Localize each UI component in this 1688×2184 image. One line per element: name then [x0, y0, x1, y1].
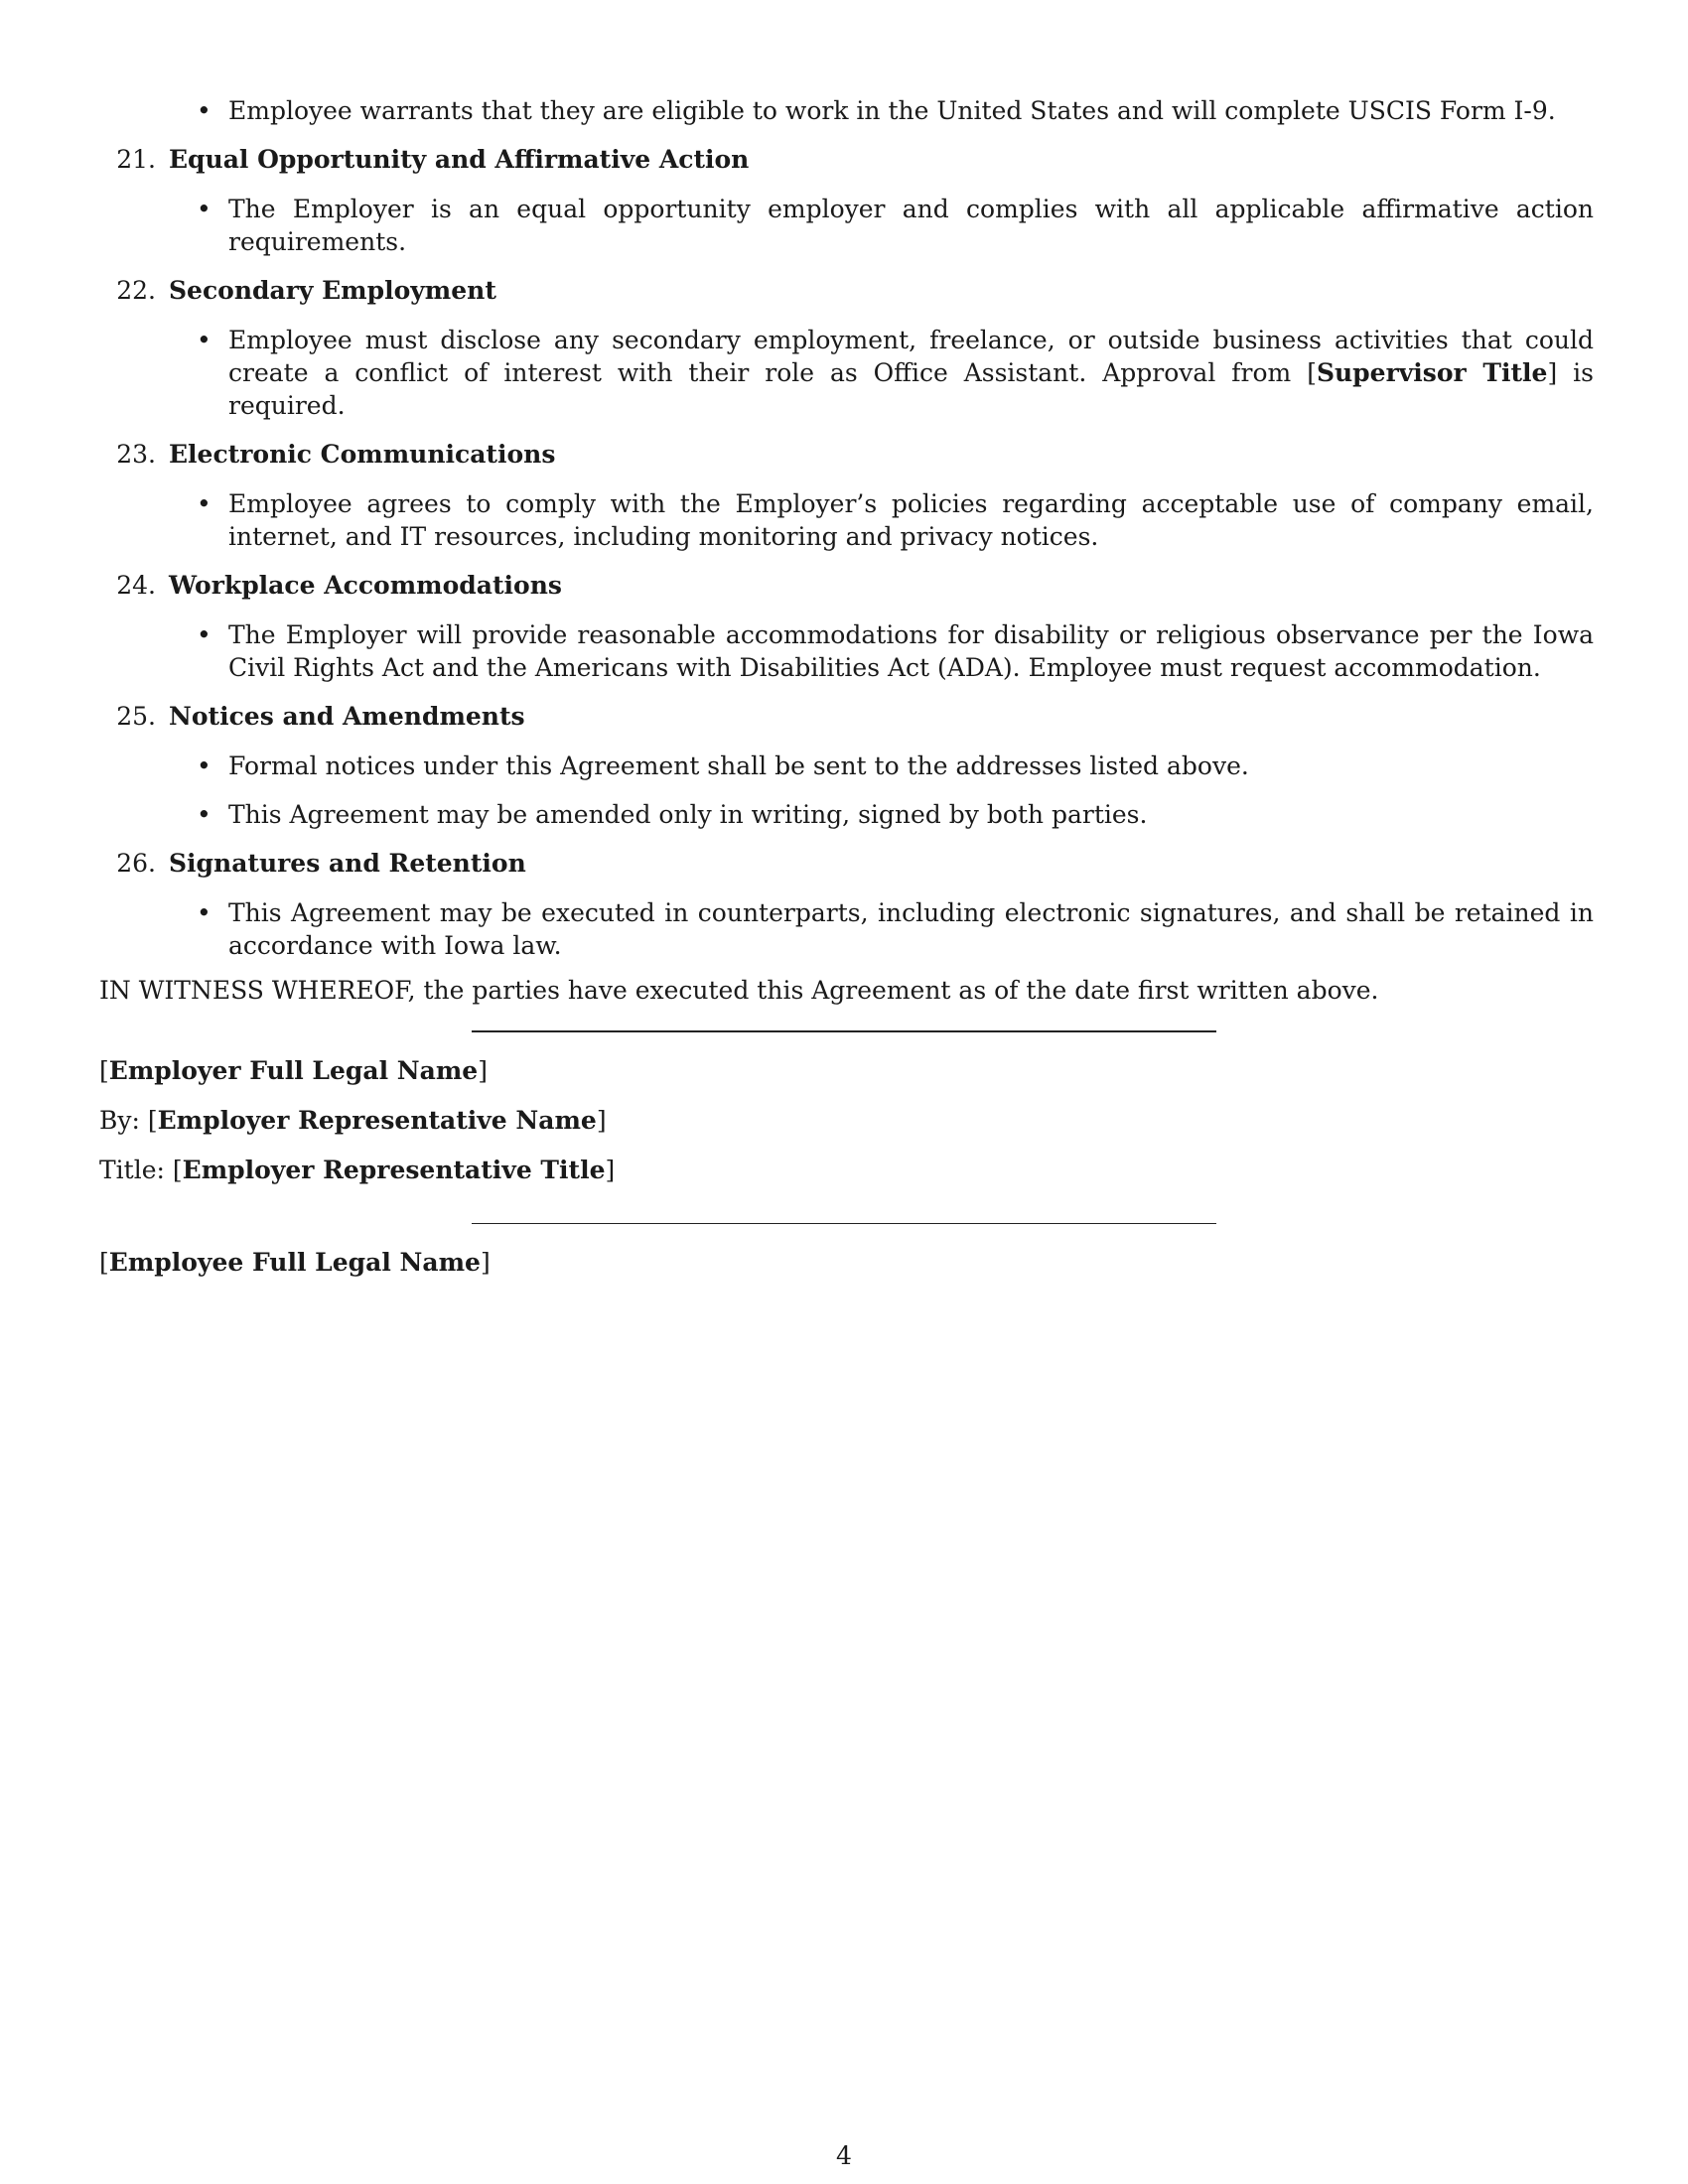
section-heading	[99, 438, 1594, 471]
witness-clause: IN WITNESS WHEREOF, the parties have executed this Agreement as of the date first written above.	[99, 976, 1379, 1005]
employer-name: [Employer Full Legal Name]	[99, 1056, 488, 1085]
by-label: By:	[99, 1106, 140, 1135]
section-bullet-list	[99, 487, 1594, 553]
section-21	[99, 143, 1594, 258]
list-item: • Formal notices under this Agreement shall be sent to the addresses listed above.	[99, 750, 1594, 782]
section-bullet-list	[99, 750, 1594, 831]
list-item: • The Employer will provide reasonable accommodations for disability or religious observance per the Iowa Civil Rights Act and the Americans with Disabilities Act (ADA). Employee must request accommodation.	[99, 618, 1594, 684]
section-bullet-list	[99, 896, 1594, 962]
section-26	[99, 847, 1594, 962]
section-24	[99, 569, 1594, 684]
list-item: • This Agreement may be amended only in writing, signed by both parties.	[99, 798, 1594, 831]
section-title: Secondary Employment	[169, 276, 496, 305]
employer-rep-title-placeholder: Employer Representative Title	[182, 1156, 606, 1184]
employer-title-line: Title: [Employer Representative Title]	[99, 1156, 616, 1184]
document-page	[99, 94, 1594, 1296]
section-heading	[99, 847, 1594, 880]
employer-signature-line	[472, 1030, 1216, 1032]
list-item: • Employee warrants that they are eligible to work in the United States and will complete USCIS Form I-9.	[99, 94, 1594, 127]
list-item: • Employee agrees to comply with the Employer’s policies regarding acceptable use of company email, internet, and IT resources, including monitoring and privacy notices.	[99, 487, 1594, 553]
section-number: 24.	[116, 571, 156, 600]
section-title: Electronic Communications	[169, 440, 556, 469]
section-title: Workplace Accommodations	[169, 571, 562, 600]
section-number: 26.	[116, 849, 156, 878]
title-label: Title:	[99, 1156, 165, 1184]
section-number: 25.	[116, 702, 156, 731]
section-number: 21.	[116, 145, 156, 174]
signature-gap	[99, 1203, 1594, 1223]
list-item	[99, 324, 1594, 422]
section-bullet-list	[99, 618, 1594, 684]
section-title: Notices and Amendments	[169, 702, 525, 731]
section-22	[99, 274, 1594, 422]
section-title: Signatures and Retention	[169, 849, 526, 878]
intro-bullet-list	[99, 94, 1594, 127]
supervisor-title-placeholder: Supervisor Title	[1316, 358, 1548, 387]
section-25	[99, 700, 1594, 831]
employer-by-line: By: [Employer Representative Name]	[99, 1106, 607, 1135]
section-heading	[99, 569, 1594, 602]
employee-name-placeholder: Employee Full Legal Name	[108, 1248, 481, 1277]
section-title: Equal Opportunity and Affirmative Action	[169, 145, 750, 174]
list-item: • The Employer is an equal opportunity employer and complies with all applicable affirmative action requirements.	[99, 193, 1594, 258]
section-heading	[99, 274, 1594, 307]
section-number: 23.	[116, 440, 156, 469]
bullet-text-before: Employee must disclose any secondary employment, freelance, or outside business activities that could create a conflict of interest with their role as Office Assistant. Approval from [	[228, 326, 1594, 387]
employer-name-placeholder: Employer Full Legal Name	[108, 1056, 479, 1085]
section-bullet-list	[99, 324, 1594, 422]
bullet-text-after: ] is required.	[228, 358, 1594, 420]
page-number: 4	[836, 2141, 852, 2170]
employee-signature-line	[472, 1223, 1216, 1224]
section-number: 22.	[116, 276, 156, 305]
employee-name: [Employee Full Legal Name]	[99, 1248, 491, 1277]
employer-rep-name-placeholder: Employer Representative Name	[157, 1106, 597, 1135]
section-bullet-list	[99, 193, 1594, 258]
section-heading	[99, 700, 1594, 733]
section-heading	[99, 143, 1594, 176]
list-item: • This Agreement may be executed in counterparts, including electronic signatures, and shall be retained in accordance with Iowa law.	[99, 896, 1594, 962]
section-23	[99, 438, 1594, 553]
